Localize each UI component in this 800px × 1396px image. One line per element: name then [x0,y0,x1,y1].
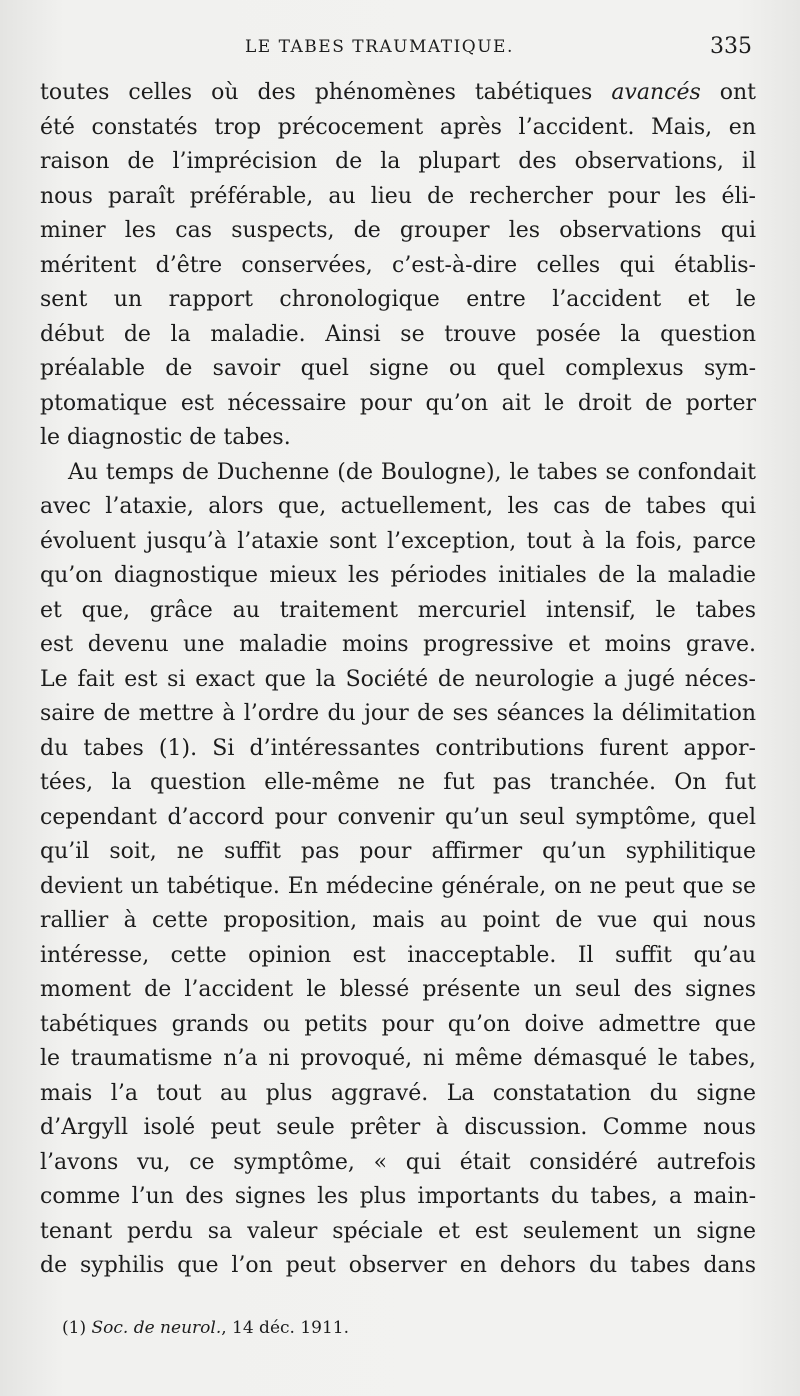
text-line: qu’on diagnostique mieux les périodes initiales de la maladie [40,563,756,588]
text-line: tenant perdu sa valeur spéciale et est seulement un signe [40,1218,756,1244]
footnote [62,1318,349,1338]
text-line: rallier à cette proposition, mais au point de vue qui nous [40,908,756,933]
text-line: nous paraît préférable, au lieu de rechercher pour les éli- [40,183,756,209]
text-line: été constatés trop précocement après l’accident. Mais, en [40,114,756,140]
body-text [40,76,756,1284]
text-line: avec l’ataxie, alors que, actuellement, les cas de tabes qui [40,494,756,519]
text-line: intéresse, cette opinion est inacceptable. Il suffit qu’au [40,942,756,968]
page-header [40,34,756,68]
text-line: moment de l’accident le blessé présente un seul des signes [40,977,756,1002]
text-line: méritent d’être conservées, c’est-à-dire celles qui établis- [40,252,756,278]
emphasis: avancés [611,80,701,105]
text-line: et que, grâce au traitement mercuriel intensif, le tabes [40,597,756,623]
text-line: d’Argyll isolé peut seule prêter à discussion. Comme nous [40,1115,756,1140]
text-line: l’avons vu, ce symptôme, « qui était considéré autrefois [40,1149,756,1175]
text-line: le diagnostic de tabes. [40,425,291,450]
text-line: cependant d’accord pour convenir qu’un seul symptôme, quel [40,804,756,830]
text-line: tabétiques grands ou petits pour qu’on doive admettre que [40,1011,756,1037]
text-line: est devenu une maladie moins progressive et moins grave. [40,632,756,657]
footnote-date: , 14 déc. 1911. [221,1318,350,1338]
text-line: Au temps de Duchenne (de Boulogne), le tabes se confondait [68,459,756,485]
footnote-marker: (1) [62,1318,87,1338]
text-line: devient un tabétique. En médecine générale, on ne peut que se [40,873,756,899]
text-line: miner les cas suspects, de grouper les observations qui [40,218,756,243]
text-line: ptomatique est nécessaire pour qu’on ait le droit de porter [40,390,756,416]
page-number: 335 [710,34,752,59]
text-line: qu’il soit, ne suffit pas pour affirmer qu’un syphilitique [40,839,756,864]
text-line: début de la maladie. Ainsi se trouve posée la question [40,321,756,347]
text-line: saire de mettre à l’ordre du jour de ses séances la délimitation [40,701,756,726]
text-line: le traumatisme n’a ni provoqué, ni même démasqué le tabes, [40,1046,756,1071]
text-line: mais l’a tout au plus aggravé. La constatation du signe [40,1080,756,1106]
text-line: toutes celles où des phénomènes tabétiques avancés ont [40,80,757,105]
text-line: Le fait est si exact que la Société de neurologie a jugé néces- [40,666,756,692]
running-head: LE TABES TRAUMATIQUE. [245,37,514,57]
text-line: de syphilis que l’on peut observer en dehors du tabes dans [40,1253,756,1278]
text-line: préalable de savoir quel signe ou quel complexus sym- [40,356,756,381]
text-line: comme l’un des signes les plus importants du tabes, a main- [40,1184,756,1209]
text-line: sent un rapport chronologique entre l’accident et le [40,287,756,312]
footnote-source: Soc. de neurol. [91,1318,222,1338]
text-line: raison de l’imprécision de la plupart des observations, il [40,149,756,174]
text-line: évoluent jusqu’à l’ataxie sont l’exception, tout à la fois, parce [40,528,756,554]
text-line: tées, la question elle-même ne fut pas tranchée. On fut [40,770,756,795]
text-line: du tabes (1). Si d’intéressantes contributions furent appor- [40,735,756,761]
